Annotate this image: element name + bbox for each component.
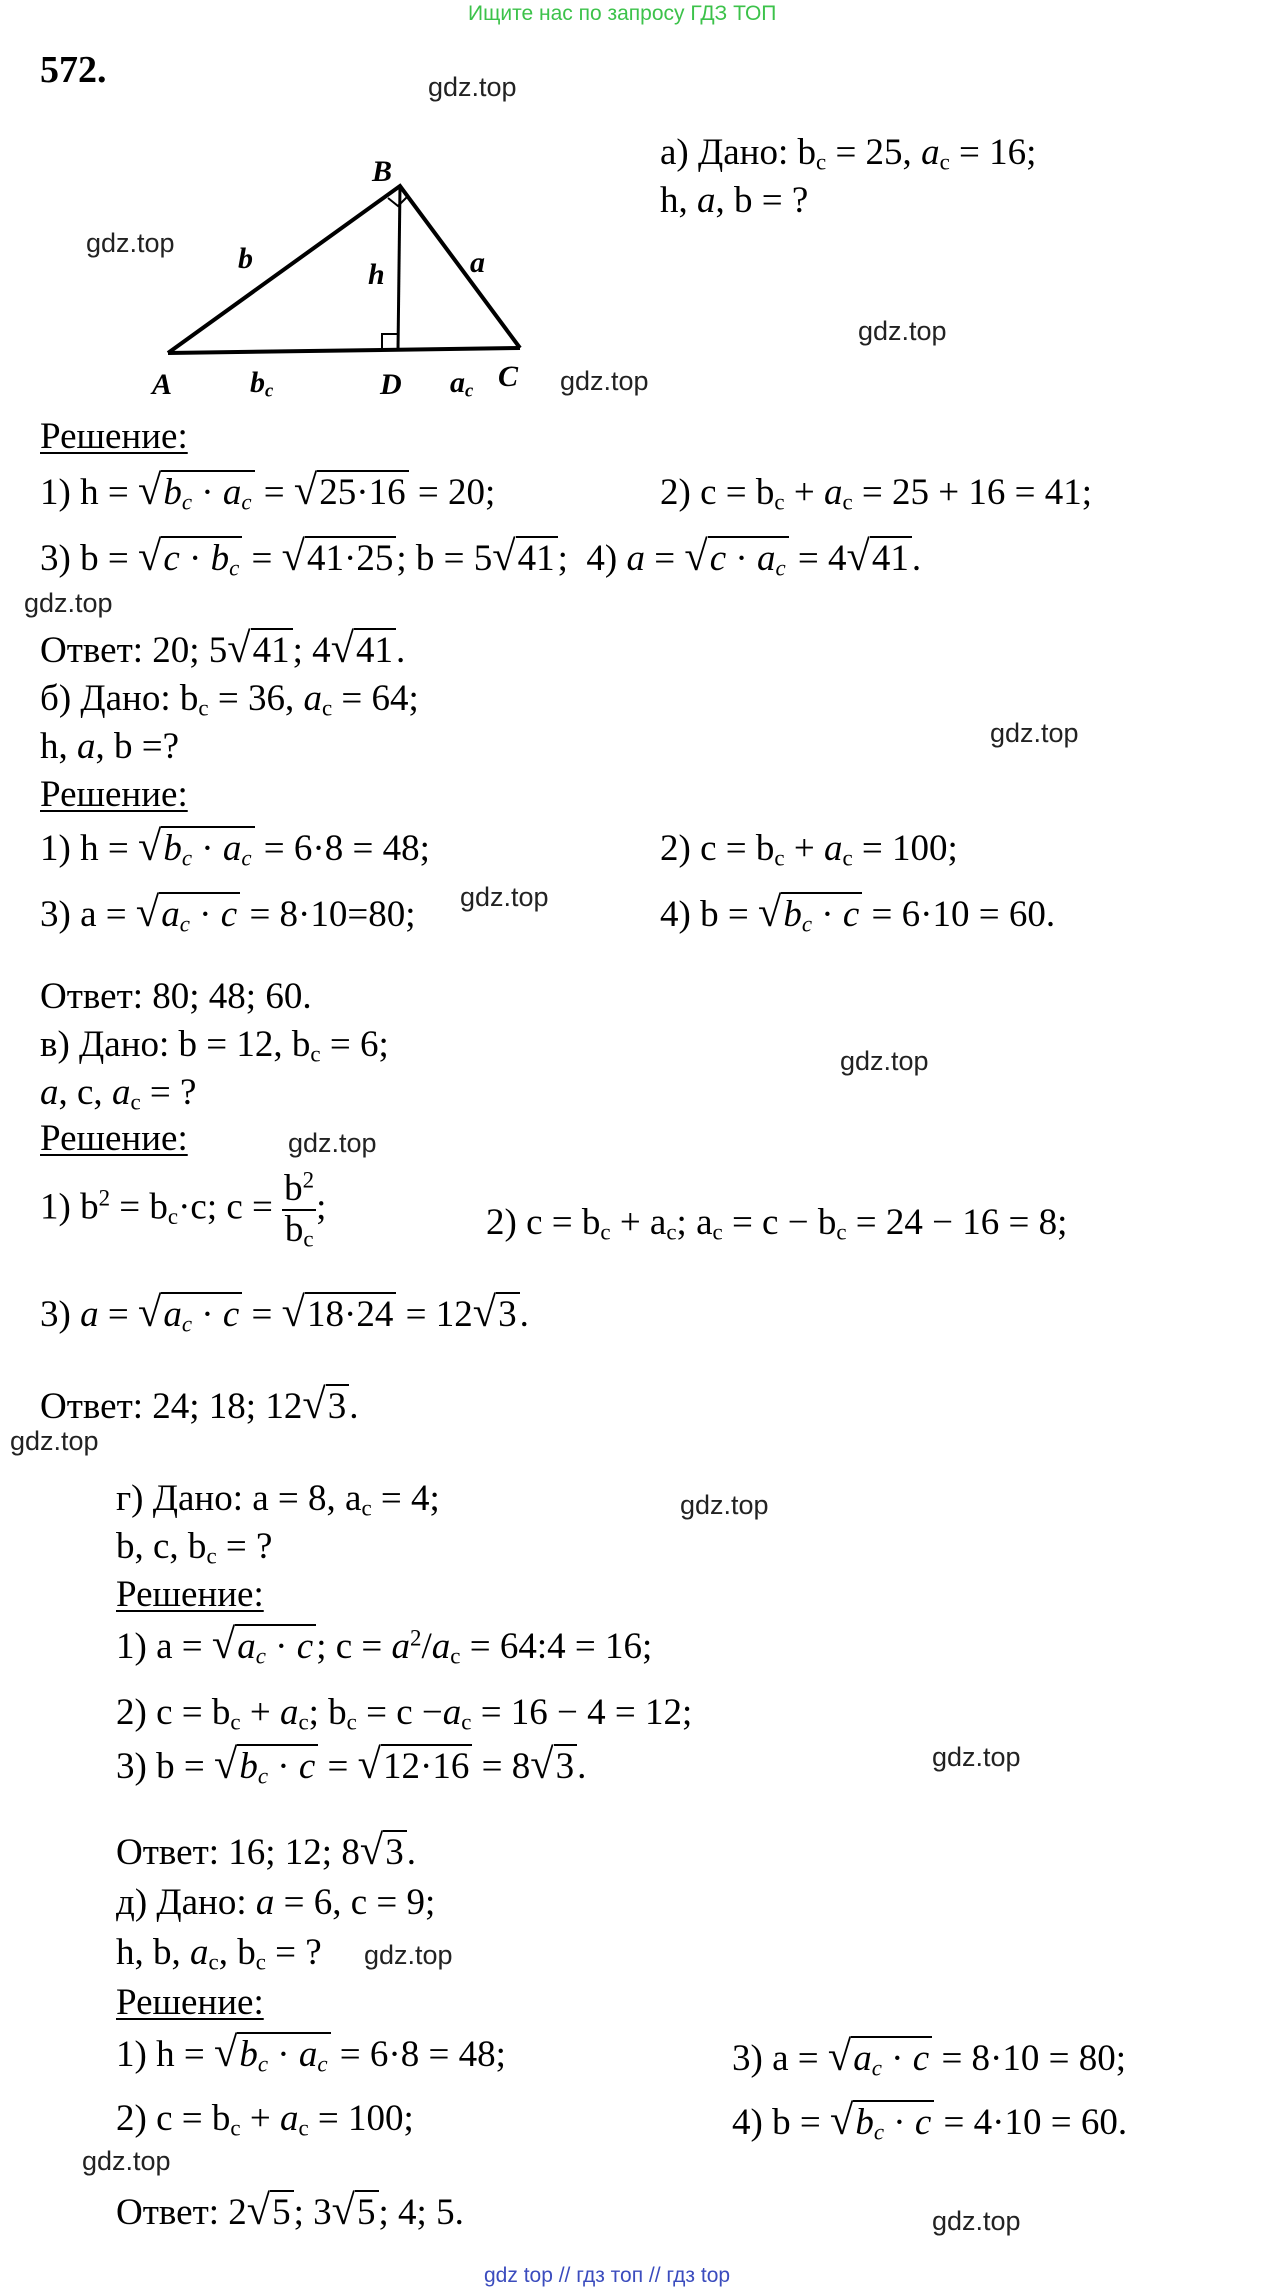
step-line: 2) $c = b_c + a_c = 25 + 16 = 41$; xyxy=(660,472,1093,515)
given-d: д) Дано: a = 6, c = 9; xyxy=(116,1882,436,1923)
step-line: 3) $a = √a_c \cdot c = √18\cdot 24 = 12√3$. xyxy=(40,1289,529,1337)
watermark: gdz.top xyxy=(990,718,1079,748)
step-line: 4) $b = √b_c \cdot c = 6\cdot 10 = 60$. xyxy=(660,889,1056,937)
vertex-label: B xyxy=(372,155,393,188)
answer-line: Ответ: 2√5; 3√5; 4; 5. xyxy=(116,2187,464,2234)
find-a: h, a, b = ? xyxy=(660,180,809,221)
given-b: б) Дано: $b_c = 36$, $a_c = 64$; xyxy=(40,678,419,721)
watermark: gdz.top xyxy=(10,1426,99,1456)
segment-label: $a_c$ xyxy=(450,366,474,402)
solution-label: Решение: xyxy=(40,1118,188,1159)
answer-line: Ответ: 24; 18; 12√3. xyxy=(40,1381,359,1428)
solution-label: Решение: xyxy=(40,416,188,457)
watermark: gdz.top xyxy=(680,1490,769,1520)
step-line: 3) $a = √a_c \cdot c = 8\cdot 10=80$; xyxy=(40,889,416,937)
side-label: a xyxy=(470,246,485,279)
watermark: gdz.top xyxy=(932,1742,1021,1772)
step-line: 1) $a = √a_c \cdot c$; $c = a^2/a_c$ = 64:4 = 16; xyxy=(116,1621,653,1669)
answer-line: Ответ: 20; 5√41; 4√41. xyxy=(40,625,406,672)
solution-label: Решение: xyxy=(116,1574,264,1615)
watermark: gdz.top xyxy=(82,2146,171,2176)
step-line: 1) $b^2 = b_c\cdot c$; c = $\frac{b^2}{b_c}$ ; xyxy=(40,1167,327,1252)
watermark: gdz.top xyxy=(460,882,549,912)
given-g: г) Дано: a = 8, $a_c = 4$; xyxy=(116,1478,440,1521)
step-line: 3) $a = √a_c \cdot c = 8\cdot 10 = 80$; xyxy=(732,2033,1127,2081)
find-g: b, c, $b_c$ = ? xyxy=(116,1526,273,1569)
given-v: в) Дано: b = 12, $b_c = 6$; xyxy=(40,1024,389,1067)
watermark: gdz.top xyxy=(364,1940,453,1970)
side-label: h xyxy=(368,258,385,291)
watermark: gdz.top xyxy=(932,2206,1021,2236)
search-hint: Ищите нас по запросу ГДЗ ТОП xyxy=(468,2,777,25)
step-line: 1) $h = √b_c \cdot a_c = 6\cdot 8 = 48$; xyxy=(40,823,430,871)
vertex-label: A xyxy=(152,368,173,401)
solution-label: Решение: xyxy=(116,1982,264,2023)
solution-label: Решение: xyxy=(40,774,188,815)
watermark: gdz.top xyxy=(288,1128,377,1158)
given-a: а) Дано: $b_c = 25$, $a_c = 16$; xyxy=(660,132,1037,175)
side-label: b xyxy=(238,242,253,275)
watermark: gdz.top xyxy=(858,316,947,346)
vertex-label: C xyxy=(498,360,519,393)
watermark: gdz.top xyxy=(86,228,175,258)
step-line: 3) $b = √b_c \cdot c = √12\cdot 16 = 8√3$. xyxy=(116,1741,587,1789)
answer-line: Ответ: 80; 48; 60. xyxy=(40,976,312,1017)
step-line: 2) $c = b_c + a_c$; $a_c = c - b_c = 24 - 16 = 8$; xyxy=(486,1202,1068,1245)
segment-label: $b_c$ xyxy=(250,366,274,402)
footer-links: gdz top // гдз топ // гдз top xyxy=(484,2264,731,2287)
find-d: h, b, $a_c$, $b_c$ = ? xyxy=(116,1932,322,1975)
watermark: gdz.top xyxy=(560,366,649,396)
step-line: 2) $c = b_c + a_c = 100$; xyxy=(116,2098,414,2141)
find-b: h, a, b =? xyxy=(40,726,180,767)
watermark: gdz.top xyxy=(428,72,517,102)
problem-number: 572. xyxy=(40,49,107,91)
step-line: 3) $b = √c \cdot b_c = √41\cdot 25$; b = 5√41; 4) $a = √c \cdot a_c = 4√41$. xyxy=(40,533,922,581)
step-line: 2) $c = b_c + a_c = 100$; xyxy=(660,828,958,871)
step-line: 4) $b = √b_c \cdot c = 4\cdot 10 = 60$. xyxy=(732,2097,1128,2145)
step-line: 2) $c = b_c + a_c$; $b_c = c -a_c = 16 - 4 = 12$; xyxy=(116,1692,693,1735)
step-line: 1) $h = √b_c \cdot a_c = 6\cdot 8 = 48$; xyxy=(116,2029,506,2077)
find-v: a, c, $a_c$ = ? xyxy=(40,1072,197,1115)
watermark: gdz.top xyxy=(24,588,113,618)
step-line: 1) $h = √b_c \cdot a_c = √25\cdot 16 = 20$; xyxy=(40,467,496,515)
answer-line: Ответ: 16; 12; 8√3. xyxy=(116,1827,416,1874)
vertex-label: D xyxy=(380,368,402,401)
watermark: gdz.top xyxy=(840,1046,929,1076)
